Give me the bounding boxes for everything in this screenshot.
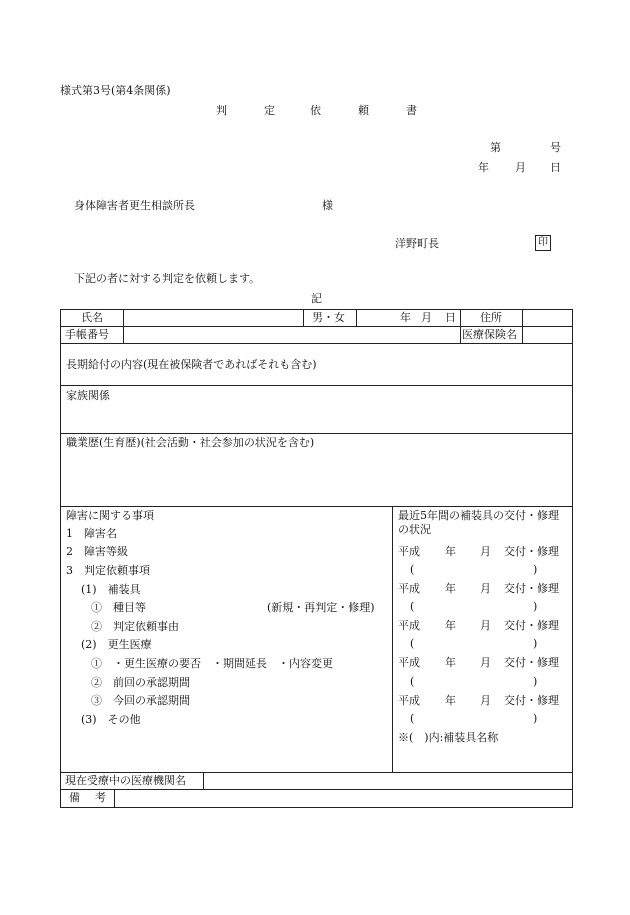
seal-mark: 印 bbox=[535, 235, 551, 251]
form-number: 様式第3号(第4条関係) bbox=[60, 84, 171, 97]
disability-item: 1 障害名 bbox=[66, 527, 117, 540]
action-label: 交付・修理 bbox=[504, 694, 559, 707]
paren-close: ) bbox=[533, 675, 538, 688]
year-label: 年 bbox=[445, 582, 456, 595]
gender-options: 男・女 bbox=[312, 311, 345, 324]
recent-heading: 最近5年間の補装具の交付・修理 bbox=[398, 509, 559, 522]
address-label-cell bbox=[461, 310, 523, 326]
paren-open: ( bbox=[410, 637, 415, 650]
insurance-input[interactable] bbox=[523, 327, 572, 343]
disability-item: ② 前回の承認期間 bbox=[91, 676, 190, 689]
era-label: 平成 bbox=[398, 694, 420, 707]
long-term-label: 長期給付の内容(現在被保険者であればそれも含む) bbox=[66, 358, 317, 371]
disability-item: (1) 補装具 bbox=[81, 583, 141, 596]
number-prefix: 第 bbox=[490, 141, 501, 154]
address-label: 住所 bbox=[480, 311, 502, 324]
title-char: 定 bbox=[264, 104, 275, 117]
notebook-label: 手帳番号 bbox=[65, 328, 109, 341]
action-label: 交付・修理 bbox=[504, 619, 559, 632]
birth-year: 年 bbox=[400, 311, 411, 324]
disability-item: ① 種目等 bbox=[91, 601, 146, 614]
gender-cell[interactable] bbox=[304, 310, 357, 326]
ki-label: 記 bbox=[311, 292, 322, 305]
birth-month: 月 bbox=[421, 311, 432, 324]
family-label: 家族関係 bbox=[66, 389, 110, 402]
year-label: 年 bbox=[445, 619, 456, 632]
month-label: 月 bbox=[480, 656, 491, 669]
disability-item: ② 判定依頼事由 bbox=[91, 620, 179, 633]
insurance-label: 医療保険名 bbox=[462, 328, 517, 341]
number-suffix: 号 bbox=[550, 141, 561, 154]
title-char: 書 bbox=[406, 104, 417, 117]
paren-close: ) bbox=[533, 712, 538, 725]
year-label: 年 bbox=[445, 656, 456, 669]
address-input[interactable] bbox=[523, 310, 572, 326]
institution-label: 現在受療中の医療機関名 bbox=[65, 774, 186, 787]
paren-close: ) bbox=[533, 563, 538, 576]
intro-text: 下記の者に対する判定を依頼します。 bbox=[74, 272, 261, 285]
name-label: 氏名 bbox=[81, 311, 103, 324]
title-char: 頼 bbox=[358, 104, 369, 117]
title-char: 判 bbox=[216, 104, 227, 117]
type-note: (新規・再判定・修理) bbox=[267, 601, 375, 614]
remarks-label-cell bbox=[61, 790, 115, 807]
birthdate-cell[interactable] bbox=[357, 310, 461, 326]
year-label: 年 bbox=[445, 545, 456, 558]
request-form-table bbox=[60, 309, 573, 808]
recent-history-cell[interactable] bbox=[393, 507, 572, 772]
action-label: 交付・修理 bbox=[504, 582, 559, 595]
addressee: 身体障害者更生相談所長 bbox=[74, 199, 195, 212]
insurance-label-cell bbox=[461, 327, 523, 343]
era-label: 平成 bbox=[398, 582, 420, 595]
birth-day: 日 bbox=[445, 311, 456, 324]
remarks-char: 考 bbox=[95, 791, 106, 804]
notebook-input[interactable] bbox=[124, 327, 461, 343]
year-label: 年 bbox=[445, 694, 456, 707]
addressee-suffix: 様 bbox=[322, 199, 333, 212]
month-label: 月 bbox=[480, 545, 491, 558]
month-label: 月 bbox=[480, 694, 491, 707]
action-label: 交付・修理 bbox=[504, 545, 559, 558]
disability-item: (2) 更生医療 bbox=[81, 638, 152, 651]
issuer: 洋野町長 bbox=[395, 237, 439, 250]
paren-close: ) bbox=[533, 637, 538, 650]
action-label: 交付・修理 bbox=[504, 656, 559, 669]
disability-item: ① ・更生医療の要否 ・期間延長 ・内容変更 bbox=[91, 657, 333, 670]
disability-item: 2 障害等級 bbox=[66, 545, 128, 558]
row-institution bbox=[61, 773, 572, 790]
row-family[interactable] bbox=[61, 386, 572, 434]
date-year: 年 bbox=[478, 161, 489, 174]
row-remarks bbox=[61, 790, 572, 807]
recent-note: ※( )内:補装具名称 bbox=[398, 731, 499, 744]
career-label: 職業歴(生育歴)(社会活動・社会参加の状況を含む) bbox=[66, 436, 315, 449]
row-notebook bbox=[61, 327, 572, 344]
remarks-input[interactable] bbox=[115, 790, 572, 807]
paren-open: ( bbox=[410, 600, 415, 613]
month-label: 月 bbox=[480, 582, 491, 595]
paren-open: ( bbox=[410, 675, 415, 688]
remarks-char: 備 bbox=[69, 791, 80, 804]
recent-heading: の状況 bbox=[398, 523, 431, 536]
date-day: 日 bbox=[550, 161, 561, 174]
disability-cell[interactable] bbox=[61, 507, 393, 772]
name-input[interactable] bbox=[124, 310, 304, 326]
row-career[interactable] bbox=[61, 434, 572, 507]
disability-item: 3 判定依頼事項 bbox=[66, 564, 150, 577]
disability-item: ③ 今回の承認期間 bbox=[91, 694, 190, 707]
month-label: 月 bbox=[480, 619, 491, 632]
institution-label-cell bbox=[61, 773, 204, 789]
era-label: 平成 bbox=[398, 656, 420, 669]
paren-open: ( bbox=[410, 563, 415, 576]
row-disability bbox=[61, 507, 572, 773]
disability-item: (3) その他 bbox=[81, 713, 141, 726]
name-label-cell bbox=[61, 310, 124, 326]
institution-input[interactable] bbox=[204, 773, 572, 789]
row-name bbox=[61, 310, 572, 327]
era-label: 平成 bbox=[398, 619, 420, 632]
paren-close: ) bbox=[533, 600, 538, 613]
notebook-label-cell bbox=[61, 327, 124, 343]
row-long-term-benefits[interactable] bbox=[61, 344, 572, 386]
paren-open: ( bbox=[410, 712, 415, 725]
title-char: 依 bbox=[310, 104, 321, 117]
date-month: 月 bbox=[515, 161, 526, 174]
disability-heading: 障害に関する事項 bbox=[66, 509, 154, 522]
era-label: 平成 bbox=[398, 545, 420, 558]
